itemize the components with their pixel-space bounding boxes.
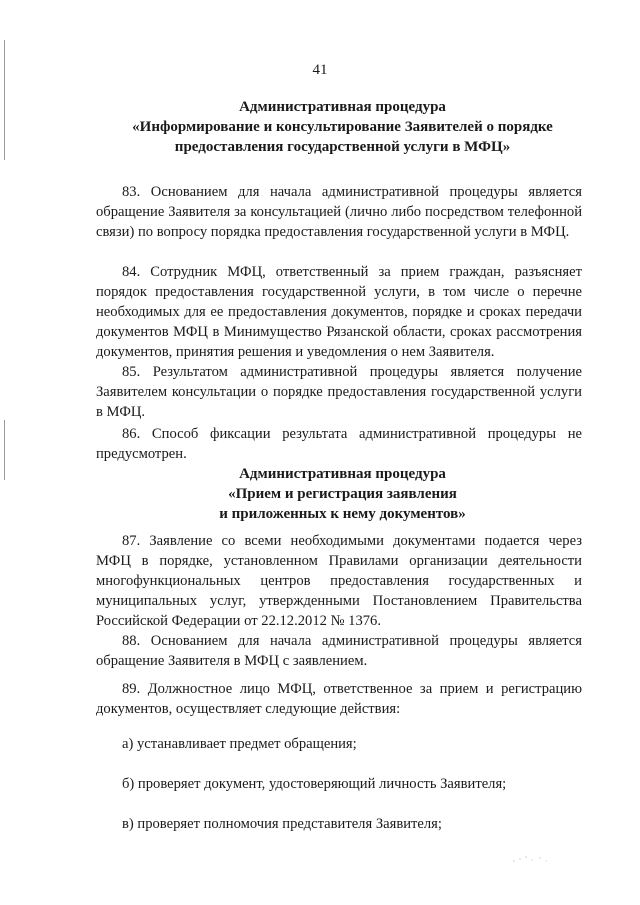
list-item-a: а) устанавливает предмет обращения;	[122, 736, 357, 752]
section-heading-reception	[80, 464, 605, 524]
heading-line: и приложенных к нему документов»	[219, 506, 466, 522]
heading-line: Административная процедура	[239, 99, 446, 115]
paragraph-84: 84. Сотрудник МФЦ, ответственный за прием граждан, разъясняет порядок предоставления государственной услуги, в том числе о перечне необходимых для ее предоставления документов, порядке и сроках передачи документов МФЦ в Минимущество Рязанской области, сроках рассмотрения документов, принятия решения и уведомления о нем Заявителя.	[96, 264, 582, 360]
heading-line: «Прием и регистрация заявления	[228, 486, 457, 502]
paragraph-88: 88. Основанием для начала административной процедуры является обращение Заявителя в МФЦ с заявлением.	[96, 633, 582, 669]
paragraph-87: 87. Заявление со всеми необходимыми документами подается через МФЦ в порядке, установленном Правилами организации деятельности многофункциональных центров предоставления государственных и муниципальных услуг, утвержденными Постановлением Правительства Российской Федерации от 22.12.2012 № 1376.	[96, 533, 582, 629]
page-number: 41	[312, 62, 328, 78]
paragraph-89: 89. Должностное лицо МФЦ, ответственное за прием и регистрацию документов, осуществляет следующие действия:	[96, 681, 582, 717]
scan-edge-line	[4, 40, 5, 160]
heading-line: Административная процедура	[239, 466, 446, 482]
paragraph-86: 86. Способ фиксации результата административной процедуры не предусмотрен.	[96, 426, 582, 462]
heading-line: предоставления государственной услуги в МФЦ»	[174, 139, 511, 155]
scan-noise-mark	[510, 851, 550, 865]
list-item-c: в) проверяет полномочия представителя Заявителя;	[122, 816, 442, 832]
scan-edge-line	[4, 420, 5, 480]
section-heading-informing	[80, 97, 605, 157]
heading-line: «Информирование и консультирование Заявителей о порядке	[132, 119, 553, 135]
paragraph-85: 85. Результатом административной процедуры является получение Заявителем консультации о порядке предоставления государственной услуги в МФЦ.	[96, 364, 582, 420]
list-item-b: б) проверяет документ, удостоверяющий личность Заявителя;	[122, 776, 507, 792]
paragraph-83: 83. Основанием для начала административной процедуры является обращение Заявителя за консультацией (лично либо посредством телефонной связи) по вопросу порядка предоставления государственной услуги в МФЦ.	[96, 184, 582, 240]
